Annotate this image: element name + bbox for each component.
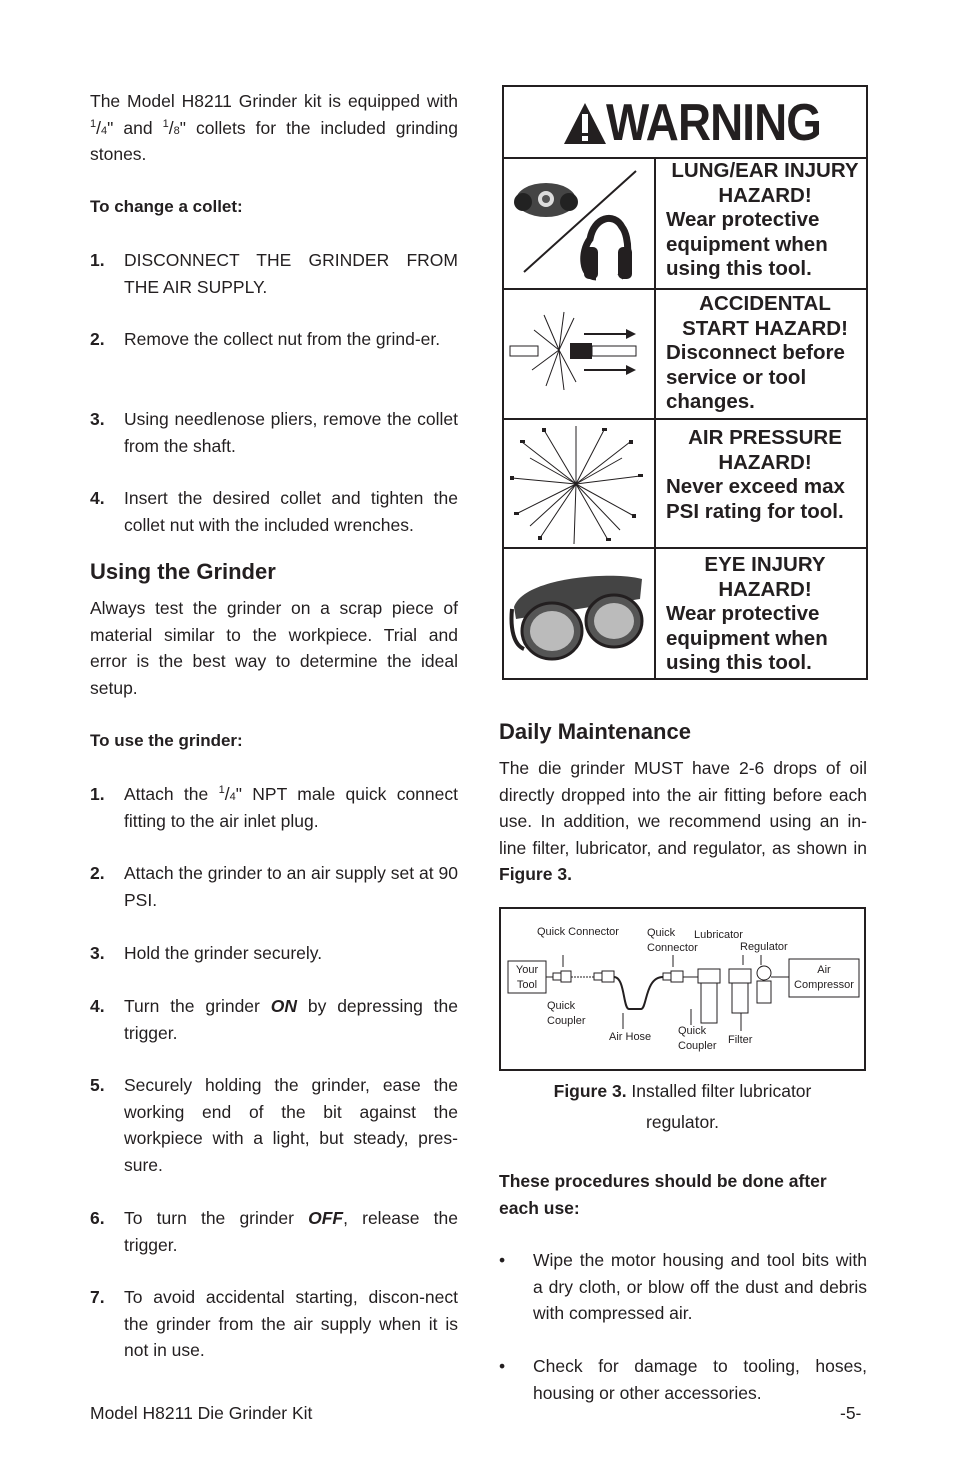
step-number: 4. (90, 488, 105, 508)
step-text: DISCONNECT THE GRINDER FROM THE AIR SUPPLY. (124, 250, 458, 297)
label-quick-coupler: Quick Coupler (547, 1000, 586, 1027)
step-text: Attach the grinder to an air supply set at 90 PSI. (124, 863, 458, 910)
label-quick-connector: Quick Connector (537, 926, 619, 938)
bullet-item (499, 1353, 867, 1406)
warning-box (502, 85, 868, 680)
intro-text-b: " and (107, 117, 163, 138)
intro-text-c: " collets for the included grinding stones. (90, 117, 458, 164)
warning-text (666, 553, 864, 676)
warning-title: WARNING (606, 94, 822, 152)
collet-heading: To change a collet: (90, 197, 243, 216)
use-step (90, 1072, 458, 1178)
warning-text (666, 159, 864, 282)
step-number: 1. (90, 250, 105, 270)
collet-step (90, 247, 458, 300)
warning-header (504, 87, 866, 159)
fraction-numerator: 1 (90, 117, 97, 130)
fraction-denominator: 8 (173, 124, 180, 137)
bullet-item (499, 1247, 867, 1327)
warning-instruction: Disconnect before service or tool changes. (666, 341, 845, 413)
label-your-tool: Your Tool (515, 964, 539, 991)
maintenance-paragraph (499, 755, 867, 888)
step-number: 3. (90, 409, 105, 429)
warning-triangle-icon (562, 101, 608, 147)
footer-model: Model H8211 Die Grinder Kit (90, 1403, 313, 1423)
step-text: Turn the grinder ON by depressing the trigger. (124, 996, 458, 1043)
step-number: 7. (90, 1287, 105, 1307)
warning-row-lung-ear (504, 157, 866, 290)
intro-paragraph: The Model H8211 Grinder kit is equipped with $^1$/4" and $^1$/8" collets for the included grinding stones. (90, 91, 458, 164)
bullet-text: Check for damage to tooling, hoses, housing or other accessories. (533, 1356, 867, 1403)
bullet-icon: • (499, 1250, 506, 1270)
procedures-heading: These procedures should be done after each use: (499, 1171, 827, 1218)
collet-step (90, 485, 458, 538)
collet-step (90, 326, 458, 353)
label-lubricator: Lubricator (694, 929, 743, 941)
page-number: -5- (840, 1403, 862, 1423)
warning-row-accidental-start (504, 290, 866, 420)
warning-instruction: Never exceed max PSI rating for tool. (666, 475, 845, 523)
step-text: Attach the $^1$/4" NPT male quick connect fitting to the air inlet plug. (124, 784, 458, 831)
step-number: 3. (90, 943, 105, 963)
goggles-icon (504, 549, 656, 678)
warning-row-eye (504, 549, 866, 678)
caption-text: Installed filter lubricator regulator. (626, 1081, 812, 1132)
step-text: Hold the grinder securely. (124, 943, 323, 963)
fraction-denominator: 4 (101, 124, 108, 137)
respirator-earmuff-icon (504, 157, 656, 288)
use-step (90, 993, 458, 1046)
use-step (90, 940, 458, 967)
label-air-hose: Air Hose (609, 1031, 652, 1043)
fraction-numerator: 1 (162, 117, 169, 130)
warning-instruction: Wear protective equipment when using this tool. (666, 602, 828, 674)
warning-text (666, 292, 864, 415)
step-text: Using needlenose pliers, remove the collet from the shaft. (124, 409, 458, 456)
fraction-numerator: 1 (218, 784, 225, 797)
burst-icon (504, 420, 656, 547)
warning-hazard-title: EYE INJURY HAZARD! (704, 553, 826, 601)
use-step (90, 781, 458, 834)
bullet-text: Wipe the motor housing and tool bits with a dry cloth, or blow off the dust and debris with compressed air. (533, 1250, 867, 1323)
label-quick-connector: Quick Connector (647, 927, 698, 954)
quick-connect-icon (504, 290, 656, 418)
intro-text-a: The Model H8211 Grinder kit is equipped with (90, 91, 458, 111)
step-number: 4. (90, 996, 105, 1016)
fraction-denominator: 4 (229, 791, 236, 803)
maintenance-text: The die grinder MUST have 2-6 drops of oil directly dropped into the air fitting before each use. In addition, we recommend using an in-line filter, lubricator, and regulator, as shown in (499, 758, 867, 858)
figure-caption (530, 1076, 835, 1138)
step-text: Securely holding the grinder, ease the working end of the bit against the workpiece with a light, but steady, pres-sure. (124, 1075, 458, 1175)
using-grinder-heading: Using the Grinder (90, 559, 276, 584)
warning-text (666, 426, 864, 524)
figure-reference: Figure 3. (499, 864, 572, 884)
caption-label: Figure 3. (553, 1081, 627, 1101)
step-text: To turn the grinder OFF, release the trigger. (124, 1208, 459, 1255)
warning-row-air-pressure (504, 420, 866, 549)
step-number: 1. (90, 784, 105, 804)
using-grinder-paragraph: Always test the grinder on a scrap piece of material similar to the workpiece. Trial and error is the best way to determine the ideal setup. (90, 598, 458, 698)
daily-maintenance-heading: Daily Maintenance (499, 719, 691, 744)
warning-hazard-title: ACCIDENTAL START HAZARD! (682, 292, 848, 340)
step-number: 6. (90, 1208, 105, 1228)
warning-instruction: Wear protective equipment when using this tool. (666, 208, 828, 280)
use-step (90, 1284, 458, 1364)
step-number: 5. (90, 1075, 105, 1095)
step-number: 2. (90, 329, 105, 349)
use-step (90, 1205, 458, 1258)
warning-hazard-title: LUNG/EAR INJURY HAZARD! (671, 159, 859, 207)
warning-hazard-title: AIR PRESSURE HAZARD! (688, 426, 842, 474)
figure-3-diagram (499, 907, 866, 1071)
label-quick-coupler: Quick Coupler (678, 1025, 717, 1052)
step-text: Remove the collect nut from the grind-er. (124, 329, 441, 349)
label-regulator: Regulator (740, 941, 788, 953)
step-text: Insert the desired collet and tighten the collet nut with the included wrenches. (124, 488, 458, 535)
label-air-compressor: Air Compressor (794, 964, 854, 991)
collet-step (90, 406, 458, 459)
step-number: 2. (90, 863, 105, 883)
label-filter: Filter (728, 1034, 753, 1046)
bullet-icon: • (499, 1356, 506, 1376)
use-step (90, 860, 458, 913)
use-heading: To use the grinder: (90, 731, 243, 750)
step-text: To avoid accidental starting, discon-nect the grinder from the air supply when it is not in use. (124, 1287, 458, 1360)
